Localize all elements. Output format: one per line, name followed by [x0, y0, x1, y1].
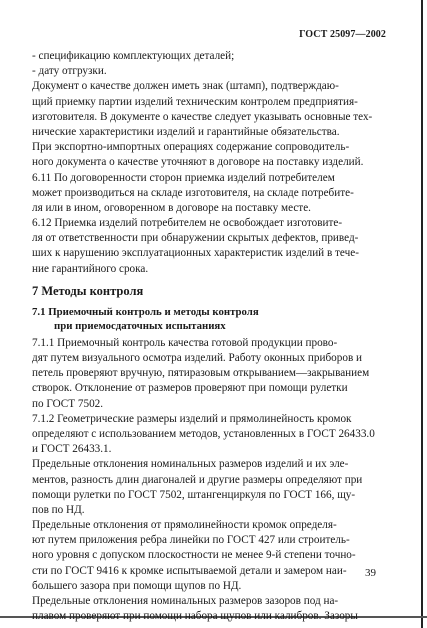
- text-line: нические характеристики изделий и гарантийные обязательства.: [32, 125, 340, 138]
- text-line: створок. Отклонение от размеров проверяют при помощи рулетки: [32, 382, 348, 395]
- text-line: ние гарантийного срока.: [32, 262, 149, 275]
- text-line: - спецификацию комплектующих деталей;: [32, 50, 235, 62]
- text-line: ного уровня с допуском плоскостности не менее 9-й степени точно-: [32, 549, 356, 562]
- text-line: Предельные отклонения от прямолинейности кромок определя-: [32, 519, 337, 532]
- page-header-doc-id: ГОСТ 25097—2002: [299, 29, 386, 40]
- text-line: изготовителя. В документе о качестве следует указывать основные тех-: [32, 110, 373, 123]
- paragraph-p-7-1-2: [32, 412, 374, 458]
- text-line: ля или в ином, оговоренном в договоре на поставку месте.: [32, 201, 311, 214]
- paragraph-p-6-11: [32, 171, 374, 217]
- paragraphs-before-section: [32, 49, 374, 277]
- text-line: Предельные отклонения номинальных размеров изделий и их эле-: [32, 458, 349, 471]
- text-line: Предельные отклонения номинальных размеров зазоров под на-: [32, 595, 339, 607]
- paragraph-p-limit-deviations: [32, 457, 374, 518]
- subsection-title-line-2: при приемосдаточных испытаниях: [54, 319, 226, 332]
- text-line: большего зазора при помощи щупов по НД.: [32, 579, 242, 592]
- text-line: определяют с использованием методов, установленных в ГОСТ 26433.0: [32, 427, 375, 440]
- text-line: ших к нарушению эксплуатационных характеристик изделий в тече-: [32, 247, 359, 260]
- text-line: плавом проверяют при помощи набора щупов или калибров. Зазоры: [32, 610, 358, 623]
- text-line: - дату отгрузки.: [32, 65, 107, 78]
- text-line: 6.11 По договоренности сторон приемка изделий потребителем: [32, 171, 335, 184]
- text-line: При экспортно-импортных операциях содержание сопроводитель-: [32, 141, 350, 154]
- text-line: 7.1.2 Геометрические размеры изделий и прямолинейность кромок: [32, 412, 352, 425]
- paragraph-p-straightness: [32, 518, 374, 594]
- paragraph-list-item-2: [32, 64, 374, 79]
- subsection-title-line-1: 7.1 Приемочный контроль и методы контроля: [32, 305, 259, 318]
- paragraph-p-document-quality: [32, 79, 374, 140]
- paragraph-list-item-1: [32, 49, 374, 64]
- paragraph-p-7-1-1: [32, 336, 374, 412]
- subsection-title: [32, 305, 374, 333]
- page-body: [32, 49, 374, 624]
- text-line: может производиться на складе изготовителя, на складе потребите-: [32, 186, 354, 199]
- text-line: пов по НД.: [32, 503, 85, 516]
- paragraphs-after-section: [32, 336, 374, 625]
- paragraph-p-6-12: [32, 216, 374, 277]
- text-line: 6.12 Приемка изделий потребителем не освобождает изготовите-: [32, 217, 343, 230]
- text-line: ментов, разность длин диагоналей и другие размеры определяют при: [32, 473, 363, 486]
- text-line: петель проверяют вручную, пятиразовым открыванием—закрыванием: [32, 367, 370, 380]
- text-line: ют путем приложения ребра линейки по ГОСТ 427 или строитель-: [32, 534, 350, 547]
- paragraph-p-export: [32, 140, 374, 170]
- paragraph-p-gaps: [32, 594, 374, 624]
- text-line: ного документа о качестве уточняют в договоре на поставку изделий.: [32, 156, 364, 169]
- text-line: щий приемку партии изделий техническим контролем предприятия-: [32, 95, 358, 108]
- section-title: 7 Методы контроля: [32, 283, 144, 298]
- text-line: ля от ответственности при обнаружении скрытых дефектов, привед-: [32, 232, 359, 245]
- text-line: сти по ГОСТ 9416 к кромке испытываемой детали и замером наи-: [32, 564, 347, 577]
- text-line: 7.1.1 Приемочный контроль качества готовой продукции прово-: [32, 336, 338, 349]
- text-line: и ГОСТ 26433.1.: [32, 443, 112, 456]
- text-line: Документ о качестве должен иметь знак (штамп), подтверждаю-: [32, 80, 339, 93]
- text-line: дят путем визуального осмотра изделий. Работу оконных приборов и: [32, 352, 363, 364]
- text-line: по ГОСТ 7502.: [32, 397, 104, 410]
- text-line: помощи рулетки по ГОСТ 7502, штангенциркуля по ГОСТ 166, щу-: [32, 488, 356, 501]
- scan-edge-right: [421, 0, 423, 628]
- page-number: 39: [365, 567, 376, 579]
